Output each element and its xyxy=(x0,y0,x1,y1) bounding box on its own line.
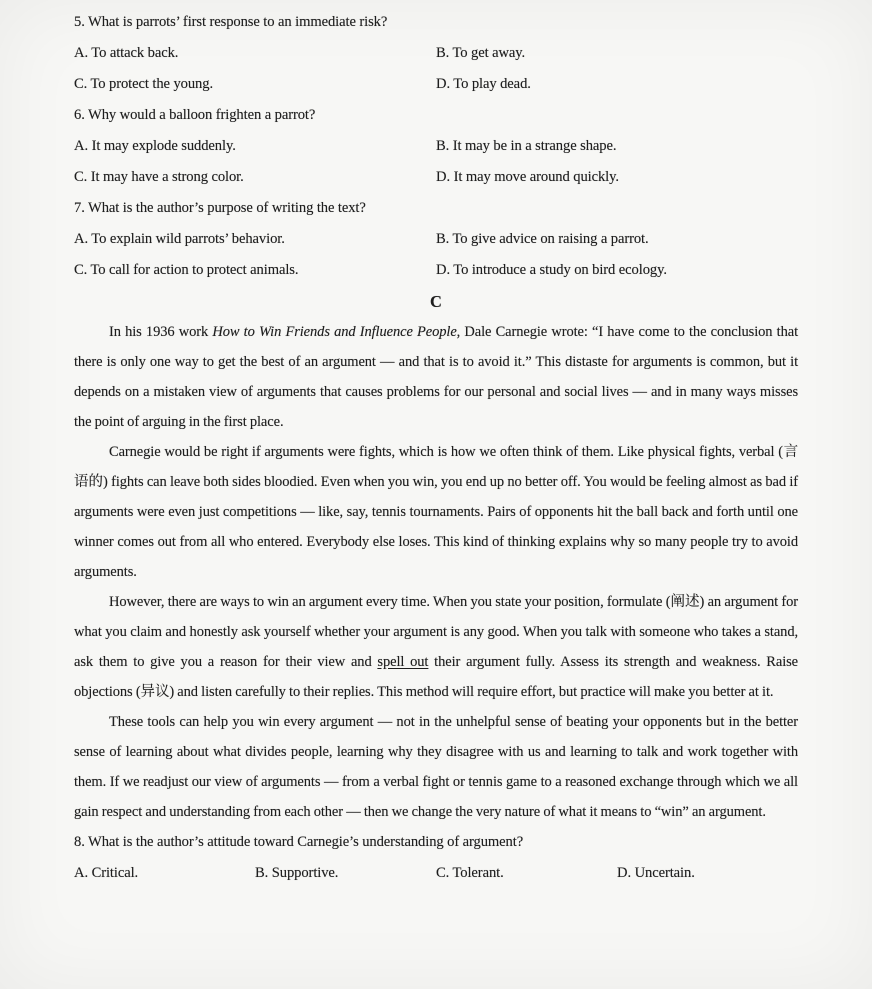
option-8-d xyxy=(617,858,798,889)
option-label: C. xyxy=(74,169,88,185)
option-5-b xyxy=(436,38,798,69)
option-6-a xyxy=(74,131,436,162)
passage-paragraph-3 xyxy=(74,587,798,707)
option-8-c xyxy=(436,858,617,889)
option-text: Critical. xyxy=(91,865,139,881)
option-label: C. xyxy=(436,865,450,881)
option-text: To get away. xyxy=(452,45,526,61)
paragraph-text: their argument fully. Assess its strength and weakness. Raise objections (异议) and listen carefully to their replies. This method will require effort, but practice will make you better at it. xyxy=(74,654,799,700)
option-6-c xyxy=(74,162,436,193)
passage-paragraph-2 xyxy=(74,437,798,587)
question-8-number: 8. xyxy=(74,834,85,850)
option-text: To call for action to protect animals. xyxy=(90,262,299,278)
question-block-8 xyxy=(74,827,798,889)
question-5-number: 5. xyxy=(74,14,85,30)
option-label: C. xyxy=(74,76,88,92)
passage-c xyxy=(74,317,798,827)
option-label: B. xyxy=(436,45,450,61)
option-text: To attack back. xyxy=(91,45,179,61)
question-7-options xyxy=(74,224,798,286)
question-block-5 xyxy=(74,7,798,100)
question-5-stem xyxy=(74,7,798,38)
question-5-options xyxy=(74,38,798,100)
option-text: It may explode suddenly. xyxy=(91,138,236,154)
option-label: A. xyxy=(74,138,88,154)
option-label: A. xyxy=(74,865,88,881)
question-6-stem xyxy=(74,100,798,131)
paragraph-text: Carnegie would be right if arguments were fights, which is how we often think of them. Like physical fights, verbal (言语的) fights can leave both sides bloodied. Even when you win, you end up no better off. You would be feeling almost as bad if arguments were even just competitions — like, say, tennis tournaments. Pairs of opponents hit the ball back and forth until one winner comes out from all who entered. Everybody else loses. This kind of thinking explains why so many people try to avoid arguments. xyxy=(74,444,798,580)
option-5-c xyxy=(74,69,436,100)
option-label: D. xyxy=(436,76,450,92)
option-5-a xyxy=(74,38,436,69)
paragraph-text: In his 1936 work xyxy=(109,324,213,340)
question-block-6 xyxy=(74,100,798,193)
option-label: B. xyxy=(436,138,450,154)
option-text: Supportive. xyxy=(271,865,339,881)
paragraph-text: , Dale Carnegie wrote: “I have come to the conclusion that there is only one way to get the best of an argument — and that is to avoid it.” This distaste for arguments is common, but it depends on a mistaken view of arguments that causes problems for our personal and social lives — and in many ways misses the point of arguing in the first place. xyxy=(74,324,799,430)
option-text: It may have a strong color. xyxy=(90,169,244,185)
option-text: Tolerant. xyxy=(452,865,504,881)
option-label: A. xyxy=(74,231,88,247)
section-c-heading: C xyxy=(430,292,442,311)
option-8-a xyxy=(74,858,255,889)
option-text: To give advice on raising a parrot. xyxy=(452,231,649,247)
option-6-d xyxy=(436,162,798,193)
question-8-stem xyxy=(74,827,798,858)
passage-paragraph-1 xyxy=(74,317,798,437)
question-7-stem xyxy=(74,193,798,224)
option-8-b xyxy=(255,858,436,889)
question-7-number: 7. xyxy=(74,200,85,216)
option-text: Uncertain. xyxy=(634,865,695,881)
option-label: C. xyxy=(74,262,88,278)
option-7-c xyxy=(74,255,436,286)
underlined-phrase: spell out xyxy=(377,654,429,670)
passage-paragraph-4 xyxy=(74,707,798,827)
option-6-b xyxy=(436,131,798,162)
option-7-a xyxy=(74,224,436,255)
question-5-text: What is parrots’ first response to an immediate risk? xyxy=(88,14,388,30)
option-label: D. xyxy=(617,865,631,881)
question-block-7 xyxy=(74,193,798,286)
option-label: D. xyxy=(436,262,450,278)
option-5-d xyxy=(436,69,798,100)
option-label: A. xyxy=(74,45,88,61)
question-6-options xyxy=(74,131,798,193)
option-7-d xyxy=(436,255,798,286)
option-label: B. xyxy=(436,231,450,247)
option-text: To protect the young. xyxy=(90,76,214,92)
option-text: To play dead. xyxy=(453,76,531,92)
option-label: B. xyxy=(255,865,269,881)
paragraph-text: However, there are ways to win an argument every time. When you state your position, formulate (阐述) an argument for what you claim and honestly ask yourself whether your argument is any good. When you talk with someone who takes a stand, ask them to give you a reason for their view and xyxy=(74,594,798,670)
option-text: It may be in a strange shape. xyxy=(452,138,617,154)
question-6-text: Why would a balloon frighten a parrot? xyxy=(88,107,316,123)
option-text: It may move around quickly. xyxy=(453,169,619,185)
question-8-options xyxy=(74,858,798,889)
option-label: D. xyxy=(436,169,450,185)
question-8-text: What is the author’s attitude toward Carnegie’s understanding of argument? xyxy=(88,834,524,850)
option-text: To explain wild parrots’ behavior. xyxy=(91,231,285,247)
paragraph-text: These tools can help you win every argument — not in the unhelpful sense of beating your opponents but in the better sense of learning about what divides people, learning why they disagree with us and learning to talk and work together with them. If we readjust our view of arguments — from a verbal fight or tennis game to a reasoned exchange through which we all gain respect and understanding from each other — then we change the very nature of what it means to “win” an argument. xyxy=(74,714,798,820)
option-text: To introduce a study on bird ecology. xyxy=(453,262,667,278)
book-title: How to Win Friends and Influence People xyxy=(212,324,457,340)
question-7-text: What is the author’s purpose of writing the text? xyxy=(88,200,366,216)
question-6-number: 6. xyxy=(74,107,85,123)
option-7-b xyxy=(436,224,798,255)
